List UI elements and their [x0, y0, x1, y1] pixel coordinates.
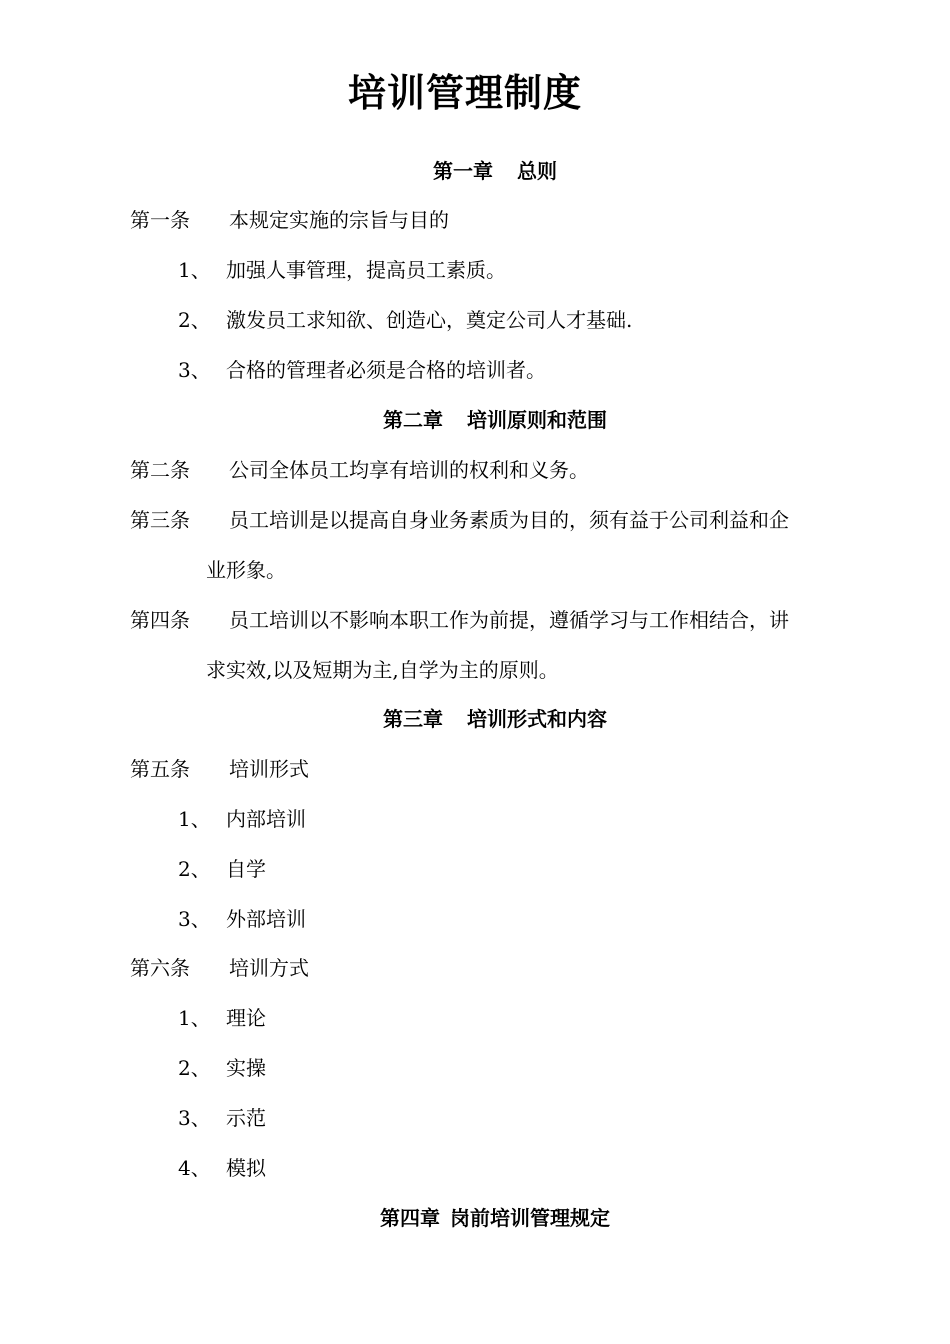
article-label: 第三条	[130, 508, 190, 532]
article-label: 第一条	[130, 208, 190, 232]
article-label: 第五条	[130, 757, 190, 781]
article-text-continued: 业形象。	[206, 558, 286, 582]
article-label: 第四条	[130, 608, 190, 632]
list-item-number: 2、	[178, 857, 211, 881]
chapter-name: 培训形式和内容	[467, 707, 607, 731]
chapter-number: 第一章	[433, 159, 493, 183]
document-title: 培训管理制度	[347, 71, 582, 115]
chapter-number: 第四章	[380, 1206, 440, 1230]
list-item-number: 4、	[178, 1156, 211, 1180]
article-label: 第六条	[130, 956, 190, 980]
list-item-number: 1、	[178, 258, 211, 282]
chapter-name: 岗前培训管理规定	[450, 1206, 610, 1230]
list-item-text: 内部培训	[226, 807, 306, 831]
article-label: 第二条	[130, 458, 190, 482]
chapter-name: 培训原则和范围	[467, 408, 607, 432]
chapter-number: 第二章	[383, 408, 443, 432]
chapter-number: 第三章	[383, 707, 443, 731]
article-text: 本规定实施的宗旨与目的	[229, 208, 449, 232]
list-item-text: 加强人事管理，提高员工素质。	[226, 258, 506, 282]
list-item-text: 示范	[226, 1106, 266, 1130]
article-text-continued: 求实效,以及短期为主,自学为主的原则。	[206, 658, 559, 682]
list-item-number: 1、	[178, 1006, 211, 1030]
list-item-number: 1、	[178, 807, 211, 831]
list-item-number: 2、	[178, 1056, 211, 1080]
list-item-text: 实操	[226, 1056, 266, 1080]
list-item-number: 3、	[178, 358, 211, 382]
list-item-text: 外部培训	[226, 907, 306, 931]
list-item-text: 理论	[226, 1006, 266, 1030]
list-item-text: 激发员工求知欲、创造心，奠定公司人才基础.	[226, 308, 633, 332]
article-text: 员工培训是以提高自身业务素质为目的，须有益于公司利益和企	[229, 508, 789, 532]
article-text: 培训方式	[229, 956, 309, 980]
chapter-heading	[0, 1203, 950, 1233]
chapter-heading	[0, 704, 950, 734]
list-item-text: 模拟	[226, 1156, 266, 1180]
article-text: 员工培训以不影响本职工作为前提，遵循学习与工作相结合，讲	[229, 608, 789, 632]
list-item-text: 合格的管理者必须是合格的培训者。	[226, 358, 546, 382]
article-text: 公司全体员工均享有培训的权利和义务。	[229, 458, 589, 482]
list-item-number: 3、	[178, 1106, 211, 1130]
chapter-name: 总则	[517, 159, 557, 183]
list-item-number: 2、	[178, 308, 211, 332]
list-item-number: 3、	[178, 907, 211, 931]
chapter-heading	[0, 156, 950, 186]
chapter-heading	[0, 405, 950, 435]
article-text: 培训形式	[229, 757, 309, 781]
list-item-text: 自学	[226, 857, 266, 881]
